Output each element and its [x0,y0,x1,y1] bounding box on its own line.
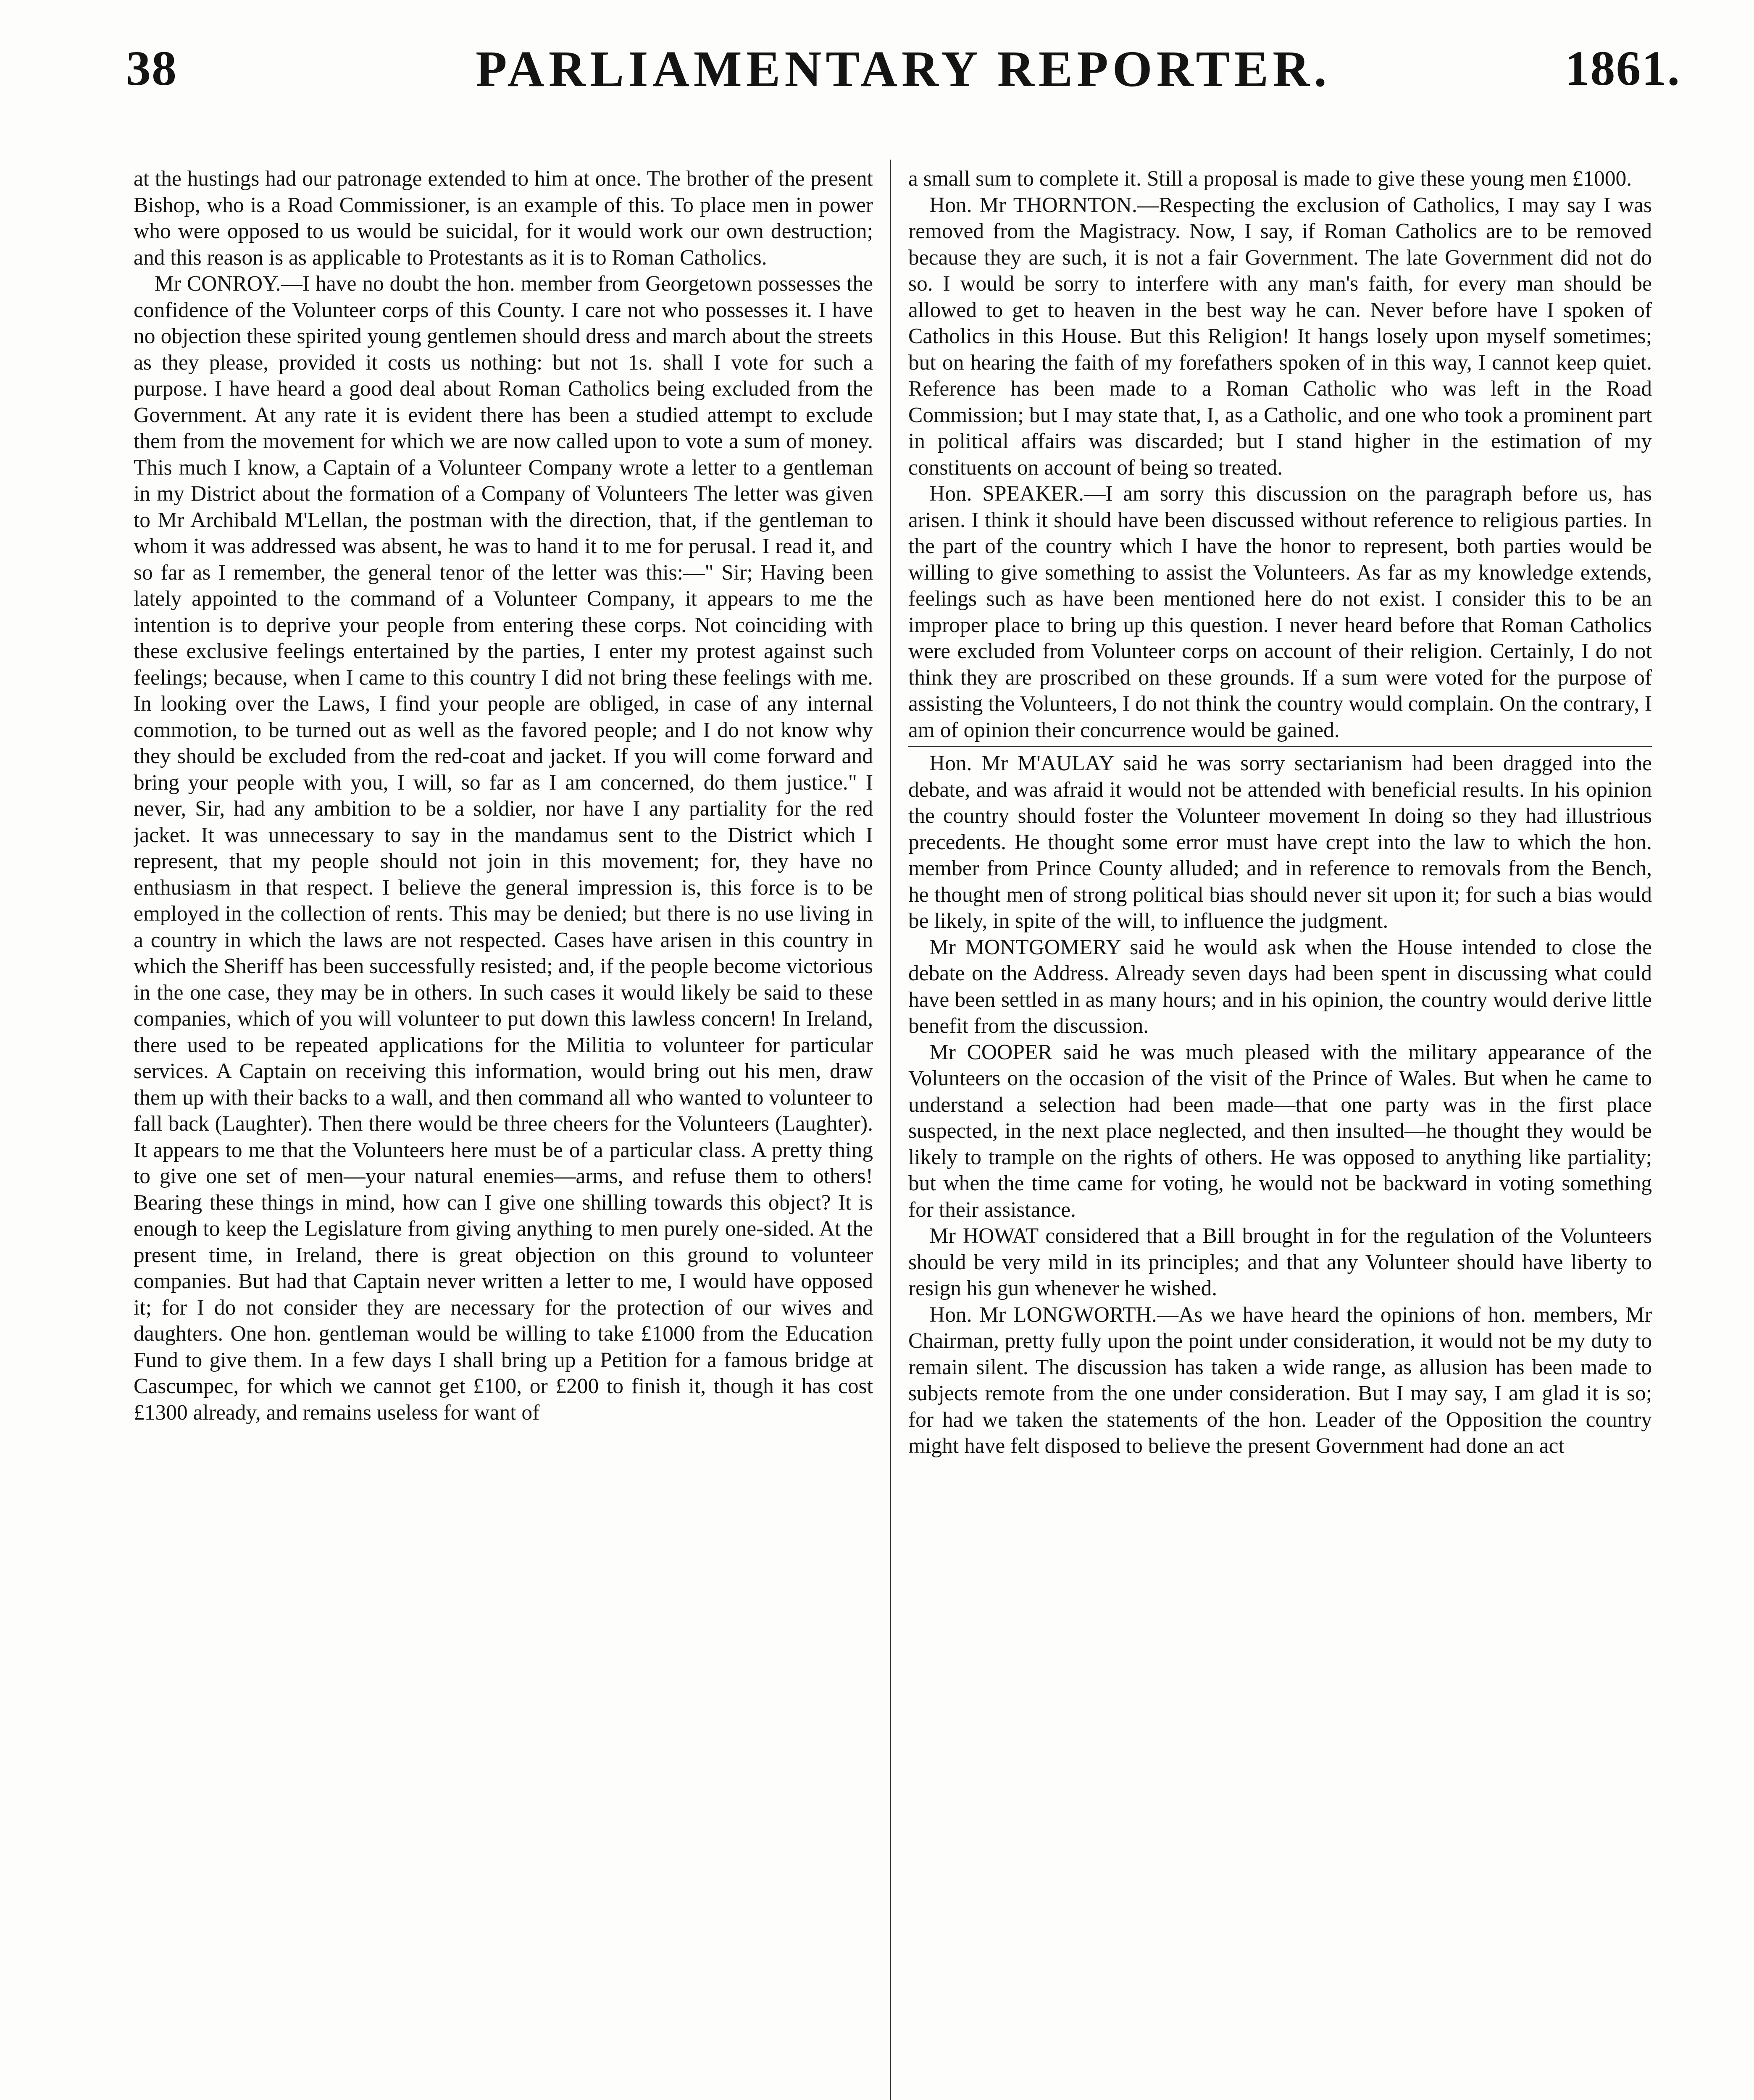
paragraph: Mr HOWAT considered that a Bill brought in for the regulation of the Volunteers should be very mild in its principles; and that any Volunteer should have liberty to resign his gun whenever he wished. [908,1224,1652,1300]
running-title: PARLIAMENTARY REPORTER. [476,41,1331,97]
paragraph: Mr CONROY.—I have no doubt the hon. member from Georgetown possesses the confidence of the Volunteer corps of this County. I care not who possesses it. I have no objection these spirited young gentlemen should dress and march about the streets as they please, provided it costs us nothing: but not 1s. shall I vote for such a purpose. I have heard a good deal about Roman Catholics being excluded from the Government. At any rate it is evident there has been a studied attempt to exclude them from the movement for which we are now called upon to vote a sum of money. This much I know, a Captain of a Volunteer Company wrote a letter to a gentleman in my District about the formation of a Company of Volunteers The letter was given to Mr Archibald M'Lellan, the postman with the direction, that, if the gentleman to whom it was addressed was absent, he was to hand it to me for perusal. I read it, and so far as I remember, the general tenor of the letter was this:—" Sir; Having been lately appointed to the command of a Volunteer Company, it appears to me the intention is to deprive your people from entering these corps. Not coinciding with these exclusive feelings entertained by the parties, I enter my protest against such feelings; because, when I came to this country I did not bring these feelings with me. In looking over the Laws, I find your people are obliged, in case of any internal commotion, to be turned out as well as the favored people; and I do not know why they should be excluded from the red-coat and jacket. If you will come forward and bring your people with you, I will, so far as I am concerned, do them justice." I never, Sir, had any ambition to be a soldier, nor have I any partiality for the red jacket. It was unnecessary to say in the mandamus sent to the District which I represent, that my people should not join in this movement; for, they have no enthusiasm in that respect. I believe the general impression is, this force is to be employed in the collection of rents. This may be denied; but there is no use living in a country in which the laws are not respected. Cases have arisen in this country in which the Sheriff has been successfully resisted; and, if the people become victorious in the one case, they may be in others. In such cases it would likely be said to these companies, which of you will volunteer to put down this lawless concern! In Ireland, there used to be repeated applications for the Militia to volunteer for particular services. A Captain on receiving this information, would bring out his men, draw them up with their backs to a wall, and then command all who wanted to volunteer to fall back (Laughter). Then there would be three cheers for the Volunteers (Laughter). It appears to me that the Volunteers here must be of a particular class. A pretty thing to give one set of men—your natural enemies—arms, and refuse them to others! Bearing these things in mind, how can I give one shilling towards this object? It is enough to keep the Legislature from giving anything to men purely one-sided. At the present time, in Ireland, there is great objection on this ground to volunteer companies. But had that Captain never written a letter to me, I would have opposed it; for I do not consider they are necessary for the protection of our wives and daughters. One hon. gentleman would be willing to take £1000 from the Education Fund to give them. In a few days I shall bring up a Petition for a famous bridge at Cascumpec, for which we cannot get £100, or £200 to finish it, though it has cost £1300 already, and remains useless for want of [134,272,873,1425]
paragraph: Hon. SPEAKER.—I am sorry this discussion on the paragraph before us, has arisen. I think it should have been discussed without reference to religious parties. In the part of the country which I have the honor to represent, both parties would be willing to give something to assist the Volunteers. As far as my knowledge extends, feelings such as have been mentioned here do not exist. I consider this to be an improper place to bring up this question. I never heard before that Roman Catholics were excluded from Volunteer corps on account of their religion. Certainly, I do not think they are proscribed on these grounds. If a sum were voted for the purpose of assisting the Volunteers, I do not think the country would complain. On the contrary, I am of opinion their concurrence would be gained. [908,482,1652,742]
paragraph: a small sum to complete it. Still a proposal is made to give these young men £1000. [908,167,1632,191]
paragraph: Mr COOPER said he was much pleased with the military appearance of the Volunteers on the occasion of the visit of the Prince of Wales. But when he came to understand a selection had been made—that one party was in the first place suspected, in the next place neglected, and then insulted—he thought they would be likely to trample on the rights of others. He was opposed to anything like partiality; but when the time came for voting, he would not be backward in voting something for their assistance. [908,1040,1652,1222]
page-number: 38 [126,41,177,96]
paragraph: at the hustings had our patronage extended to him at once. The brother of the present Bishop, who is a Road Commissioner, is an example of this. To place men in power who were opposed to us would be suicidal, for it would work our own destruction; and this reason is as applicable to Protestants as it is to Roman Catholics. [134,167,873,270]
paragraph: Hon. Mr THORNTON.—Respecting the exclusion of Catholics, I may say I was removed from the Magistracy. Now, I say, if Roman Catholics are to be removed because they are such, it is not a fair Government. The late Government did not do so. I would be sorry to interfere with any man's faith, for every man should be allowed to get to heaven in the best way he can. Never before have I spoken of Catholics in this House. But this Religion! It hangs losely upon myself sometimes; but on hearing the faith of my forefathers spoken of in this way, I cannot keep quiet. Reference has been made to a Roman Catholic who was left in the Road Commission; but I may state that, I, as a Catholic, and one who took a prominent part in political affairs was discarded; but I stand higher in the estimation of my constituents on account of being so treated. [908,193,1652,480]
right-column [908,166,1652,2100]
section-rule [908,746,1652,747]
left-column [134,166,873,2100]
page-header [126,40,1680,103]
column-divider [890,160,891,2100]
year-label: 1861. [1565,41,1680,96]
paragraph: Hon. Mr M'AULAY said he was sorry sectarianism had been dragged into the debate, and was afraid it would not be attended with beneficial results. In his opinion the country should foster the Volunteer movement In doing so they had illustrious precedents. He thought some error must have crept into the law to which the hon. member from Prince County alluded; and in reference to removals from the Bench, he thought men of strong political bias should never sit upon it; for such a bias would be likely, in spite of the will, to influence the judgment. [908,751,1652,933]
paragraph: Mr MONTGOMERY said he would ask when the House intended to close the debate on the Address. Already seven days had been spent in discussing what could have been settled in as many hours; and in his opinion, the country would derive little benefit from the discussion. [908,935,1652,1038]
paragraph: Hon. Mr LONGWORTH.—As we have heard the opinions of hon. members, Mr Chairman, pretty fully upon the point under consideration, it would not be my duty to remain silent. The discussion has taken a wide range, as allusion has been made to subjects remote from the one under consideration. But I may say, I am glad it is so; for had we taken the statements of the hon. Leader of the Opposition the country might have felt disposed to believe the present Government had done an act [908,1302,1652,1458]
